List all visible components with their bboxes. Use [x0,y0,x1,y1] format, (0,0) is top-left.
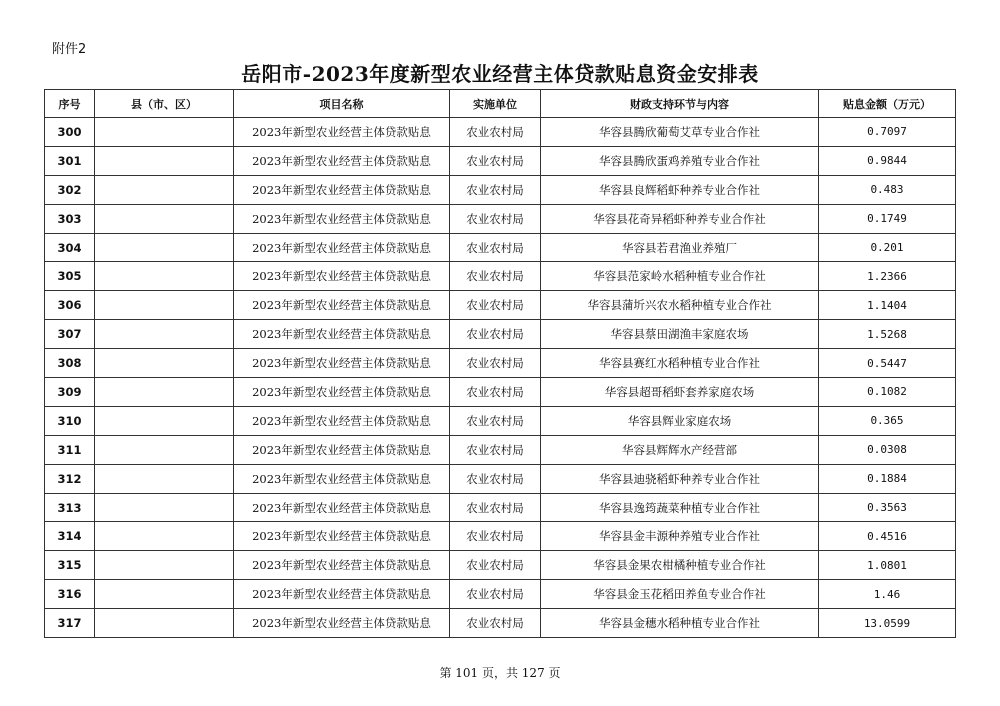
row-project: 2023年新型农业经营主体贷款贴息 [234,522,450,551]
row-unit: 农业农村局 [450,118,541,147]
header-county: 县（市、区） [95,90,234,118]
row-amount: 1.46 [819,580,956,609]
row-county [95,291,234,320]
row-project: 2023年新型农业经营主体贷款贴息 [234,291,450,320]
header-seq: 序号 [45,90,95,118]
allocation-table [44,89,956,638]
row-project: 2023年新型农业经营主体贷款贴息 [234,118,450,147]
row-county [95,349,234,378]
row-seq: 309 [45,378,95,407]
row-project: 2023年新型农业经营主体贷款贴息 [234,233,450,262]
table-row [45,378,956,407]
table-row [45,464,956,493]
row-county [95,493,234,522]
row-content: 华容县花奇异稻虾种养专业合作社 [541,204,819,233]
row-amount: 0.1749 [819,204,956,233]
row-county [95,464,234,493]
row-content: 华容县腾欣葡萄艾草专业合作社 [541,118,819,147]
row-project: 2023年新型农业经营主体贷款贴息 [234,320,450,349]
table-row [45,349,956,378]
row-unit: 农业农村局 [450,233,541,262]
row-seq: 302 [45,175,95,204]
row-amount: 0.1082 [819,378,956,407]
row-unit: 农业农村局 [450,378,541,407]
table-row [45,522,956,551]
row-unit: 农业农村局 [450,609,541,638]
row-unit: 农业农村局 [450,291,541,320]
row-county [95,118,234,147]
row-content: 华容县赛红水稻种植专业合作社 [541,349,819,378]
attachment-label: 附件2 [52,42,87,57]
row-amount: 0.5447 [819,349,956,378]
row-content: 华容县金果农柑橘种植专业合作社 [541,551,819,580]
row-project: 2023年新型农业经营主体贷款贴息 [234,551,450,580]
header-amount: 贴息金额（万元） [819,90,956,118]
table-row [45,291,956,320]
row-project: 2023年新型农业经营主体贷款贴息 [234,580,450,609]
header-content: 财政支持环节与内容 [541,90,819,118]
row-seq: 305 [45,262,95,291]
row-county [95,320,234,349]
table-row [45,609,956,638]
row-project: 2023年新型农业经营主体贷款贴息 [234,378,450,407]
row-county [95,146,234,175]
row-county [95,233,234,262]
row-amount: 0.7097 [819,118,956,147]
row-amount: 0.4516 [819,522,956,551]
row-unit: 农业农村局 [450,522,541,551]
table-row [45,233,956,262]
table-row [45,146,956,175]
row-content: 华容县腾欣蛋鸡养殖专业合作社 [541,146,819,175]
row-content: 华容县金穗水稻种植专业合作社 [541,609,819,638]
row-project: 2023年新型农业经营主体贷款贴息 [234,204,450,233]
row-content: 华容县范家岭水稻种植专业合作社 [541,262,819,291]
row-unit: 农业农村局 [450,464,541,493]
row-content: 华容县金玉花稻田养鱼专业合作社 [541,580,819,609]
table-row [45,435,956,464]
row-project: 2023年新型农业经营主体贷款贴息 [234,464,450,493]
row-county [95,175,234,204]
table-row [45,320,956,349]
row-seq: 317 [45,609,95,638]
row-seq: 310 [45,406,95,435]
row-amount: 0.1884 [819,464,956,493]
row-unit: 农业农村局 [450,551,541,580]
table-row [45,580,956,609]
row-content: 华容县金丰源种养殖专业合作社 [541,522,819,551]
row-county [95,609,234,638]
table-row [45,118,956,147]
row-amount: 0.483 [819,175,956,204]
row-unit: 农业农村局 [450,320,541,349]
row-seq: 301 [45,146,95,175]
table-row [45,262,956,291]
row-content: 华容县辉业家庭农场 [541,406,819,435]
row-seq: 316 [45,580,95,609]
row-content: 华容县逸筠蔬菜种植专业合作社 [541,493,819,522]
row-seq: 303 [45,204,95,233]
row-content: 华容县超哥稻虾套养家庭农场 [541,378,819,407]
row-seq: 308 [45,349,95,378]
table-row [45,406,956,435]
row-project: 2023年新型农业经营主体贷款贴息 [234,262,450,291]
row-seq: 311 [45,435,95,464]
row-project: 2023年新型农业经营主体贷款贴息 [234,146,450,175]
row-county [95,378,234,407]
table-header-row [45,90,956,118]
row-seq: 313 [45,493,95,522]
document-title: 岳阳市-2023年度新型农业经营主体贷款贴息资金安排表 [241,62,759,86]
row-content: 华容县良辉稻虾种养专业合作社 [541,175,819,204]
header-project: 项目名称 [234,90,450,118]
row-seq: 304 [45,233,95,262]
row-project: 2023年新型农业经营主体贷款贴息 [234,493,450,522]
row-unit: 农业农村局 [450,406,541,435]
row-seq: 306 [45,291,95,320]
header-unit: 实施单位 [450,90,541,118]
row-county [95,435,234,464]
row-project: 2023年新型农业经营主体贷款贴息 [234,406,450,435]
row-unit: 农业农村局 [450,175,541,204]
row-content: 华容县若君渔业养殖厂 [541,233,819,262]
row-project: 2023年新型农业经营主体贷款贴息 [234,609,450,638]
row-county [95,262,234,291]
table-row [45,204,956,233]
row-amount: 0.201 [819,233,956,262]
row-project: 2023年新型农业经营主体贷款贴息 [234,435,450,464]
row-content: 华容县蔡田湖渔丰家庭农场 [541,320,819,349]
table-body [45,118,956,638]
row-project: 2023年新型农业经营主体贷款贴息 [234,175,450,204]
table-row [45,493,956,522]
row-county [95,204,234,233]
row-county [95,522,234,551]
row-amount: 1.1404 [819,291,956,320]
row-seq: 314 [45,522,95,551]
row-content: 华容县迪骁稻虾种养专业合作社 [541,464,819,493]
row-amount: 0.3563 [819,493,956,522]
row-seq: 312 [45,464,95,493]
row-seq: 300 [45,118,95,147]
row-county [95,551,234,580]
page-footer: 第 101 页，共 127 页 [439,666,561,680]
row-unit: 农业农村局 [450,435,541,464]
row-project: 2023年新型农业经营主体贷款贴息 [234,349,450,378]
row-content: 华容县蒲圻兴农水稻种植专业合作社 [541,291,819,320]
table-row [45,551,956,580]
row-county [95,580,234,609]
row-unit: 农业农村局 [450,493,541,522]
row-unit: 农业农村局 [450,580,541,609]
row-amount: 1.5268 [819,320,956,349]
row-unit: 农业农村局 [450,349,541,378]
row-county [95,406,234,435]
row-amount: 0.365 [819,406,956,435]
row-amount: 1.0801 [819,551,956,580]
row-unit: 农业农村局 [450,204,541,233]
row-amount: 0.0308 [819,435,956,464]
row-unit: 农业农村局 [450,262,541,291]
table-row [45,175,956,204]
row-content: 华容县辉辉水产经营部 [541,435,819,464]
row-unit: 农业农村局 [450,146,541,175]
row-seq: 307 [45,320,95,349]
row-amount: 13.0599 [819,609,956,638]
row-amount: 0.9844 [819,146,956,175]
row-seq: 315 [45,551,95,580]
row-amount: 1.2366 [819,262,956,291]
